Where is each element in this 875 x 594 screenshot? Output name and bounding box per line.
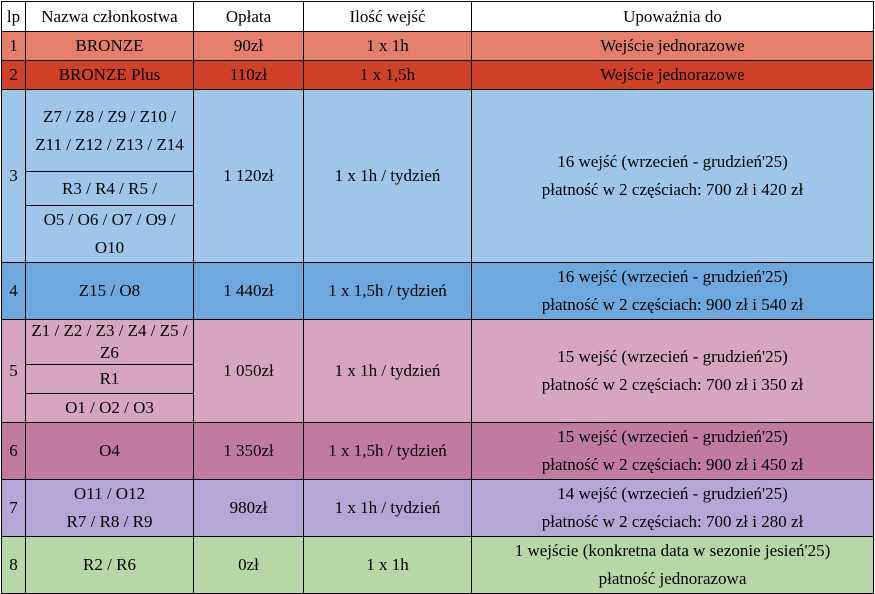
rights-line: płatność w 2 częściach: 700 zł i 280 zł: [541, 512, 804, 531]
row-lp: 5: [2, 320, 26, 423]
row-name: BRONZE: [26, 32, 194, 61]
row-fee: 90zł: [194, 32, 304, 61]
row-name: O5 / O6 / O7 / O9 / O10: [26, 206, 194, 263]
rights-line: 1 wejście (konkretna data w sezonie jesień'25): [514, 541, 831, 560]
membership-table: [1, 1, 874, 594]
row-fee: 1 440zł: [194, 263, 304, 320]
row-name: O4: [26, 423, 194, 480]
row-rights: [472, 320, 874, 423]
header-entries: Ilość wejść: [304, 2, 472, 32]
rights-line: 15 wejść (wrzecień - grudzień'25): [557, 427, 788, 446]
row-lp: 8: [2, 537, 26, 594]
row-rights: [472, 263, 874, 320]
row-rights: Wejście jednorazowe: [472, 61, 874, 90]
row-lp: 7: [2, 480, 26, 537]
row-entries: 1 x 1,5h / tydzień: [304, 263, 472, 320]
rights-line: płatność w 2 częściach: 700 zł i 350 zł: [541, 375, 804, 394]
row-lp: 6: [2, 423, 26, 480]
row-fee: 980zł: [194, 480, 304, 537]
row-entries: 1 x 1h / tydzień: [304, 480, 472, 537]
row-rights: [472, 423, 874, 480]
row-lp: 4: [2, 263, 26, 320]
rights-line: 15 wejść (wrzecień - grudzień'25): [557, 347, 788, 366]
rights-line: 14 wejść (wrzecień - grudzień'25): [557, 484, 788, 503]
row-entries: 1 x 1h: [304, 32, 472, 61]
row-name: Z7 / Z8 / Z9 / Z10 / Z11 / Z12 / Z13 / Z14: [26, 90, 194, 172]
row-fee: 1 050zł: [194, 320, 304, 423]
row-name: BRONZE Plus: [26, 61, 194, 90]
name-line: O11 / O12: [73, 484, 146, 503]
rights-line: 16 wejść (wrzecień - grudzień'25): [557, 267, 788, 286]
rights-line: płatność w 2 częściach: 700 zł i 420 zł: [541, 180, 804, 199]
name-line: R7 / R8 / R9: [66, 512, 153, 531]
header-lp: lp: [2, 2, 26, 32]
row-fee: 0zł: [194, 537, 304, 594]
header-row: [2, 2, 874, 32]
rights-line: 16 wejść (wrzecień - grudzień'25): [557, 152, 788, 171]
row-fee: 1 120zł: [194, 90, 304, 263]
row-name: [26, 480, 194, 537]
row-rights: Wejście jednorazowe: [472, 32, 874, 61]
table-row: [2, 480, 874, 537]
header-fee: Opłata: [194, 2, 304, 32]
row-fee: 110zł: [194, 61, 304, 90]
table-row: [2, 320, 874, 365]
row-name: R3 / R4 / R5 /: [26, 172, 194, 206]
table-row: [2, 61, 874, 90]
row-entries: 1 x 1h: [304, 537, 472, 594]
row-name: Z1 / Z2 / Z3 / Z4 / Z5 / Z6: [26, 320, 194, 365]
rights-line: płatność w 2 częściach: 900 zł i 450 zł: [541, 455, 804, 474]
table-row: [2, 423, 874, 480]
row-lp: 3: [2, 90, 26, 263]
row-name: Z15 / O8: [26, 263, 194, 320]
row-rights: [472, 90, 874, 263]
row-entries: 1 x 1,5h / tydzień: [304, 423, 472, 480]
row-name: R2 / R6: [26, 537, 194, 594]
header-name: Nazwa członkostwa: [26, 2, 194, 32]
table-row: [2, 90, 874, 172]
rights-line: płatność w 2 częściach: 900 zł i 540 zł: [541, 295, 804, 314]
row-rights: [472, 480, 874, 537]
table-row: [2, 263, 874, 320]
row-entries: 1 x 1h / tydzień: [304, 320, 472, 423]
row-rights: [472, 537, 874, 594]
row-lp: 2: [2, 61, 26, 90]
row-lp: 1: [2, 32, 26, 61]
table-row: [2, 32, 874, 61]
row-fee: 1 350zł: [194, 423, 304, 480]
row-entries: 1 x 1,5h: [304, 61, 472, 90]
rights-line: płatność jednorazowa: [598, 569, 747, 588]
table-row: [2, 537, 874, 594]
row-name: R1: [26, 365, 194, 394]
header-rights: Upoważnia do: [472, 2, 874, 32]
row-name: O1 / O2 / O3: [26, 394, 194, 423]
row-entries: 1 x 1h / tydzień: [304, 90, 472, 263]
